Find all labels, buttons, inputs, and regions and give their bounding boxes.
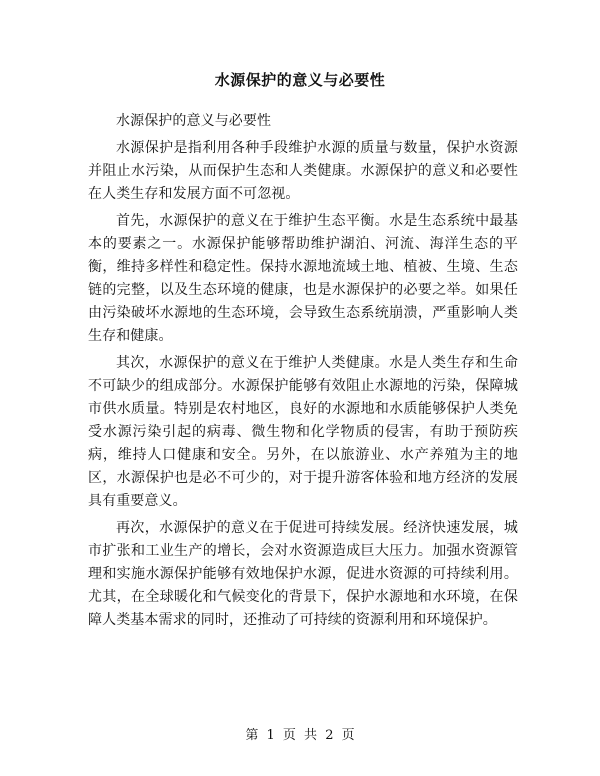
paragraph-sustainability: 再次，水源保护的意义在于促进可持续发展。经济快速发展，城市扩张和工业生产的增长，会对水资源造成巨大压力。加强水资源管理和实施水源保护能够有效地保护水源，促进水资源的可持续利用。尤其，在全球暖化和气候变化的背景下，保护水源地和水环境，在保障人类基本需求的同时，还推动了可持续的资源利用和环境保护。: [88, 520, 518, 628]
paragraph-ecology: 首先，水源保护的意义在于维护生态平衡。水是生态系统中最基本的要素之一。水源保护能够帮助维护湖泊、河流、海洋生态的平衡，维持多样性和稳定性。保持水源地流域土地、植被、生境、生态链的完整，以及生态环境的健康，也是水源保护的必要之举。如果任由污染破坏水源地的生态环境，会导致生态系统崩溃，严重影响人类生存和健康。: [88, 213, 518, 344]
section-heading: 水源保护的意义与必要性: [116, 113, 272, 129]
paragraph-intro: 水源保护是指利用各种手段维护水源的质量与数量，保护水资源并阻止水污染，从而保护生态和人类健康。水源保护的意义和必要性在人类生存和发展方面不可忽视。: [88, 140, 518, 202]
document-title: 水源保护的意义与必要性: [214, 71, 386, 89]
page-number-footer: 第 1 页 共 2 页: [245, 728, 355, 743]
document-body: [88, 110, 518, 636]
paragraph-health: 其次，水源保护的意义在于维护人类健康。水是人类生存和生命不可缺少的组成部分。水源保护能够有效阻止水源地的污染，保障城市供水质量。特别是农村地区，良好的水源地和水质能够保护人类免受水源污染引起的病毒、微生物和化学物质的侵害，有助于预防疾病，维持人口健康和安全。另外，在以旅游业、水产养殖为主的地区，水源保护也是必不可少的，对于提升游客体验和地方经济的发展具有重要意义。: [88, 355, 518, 509]
